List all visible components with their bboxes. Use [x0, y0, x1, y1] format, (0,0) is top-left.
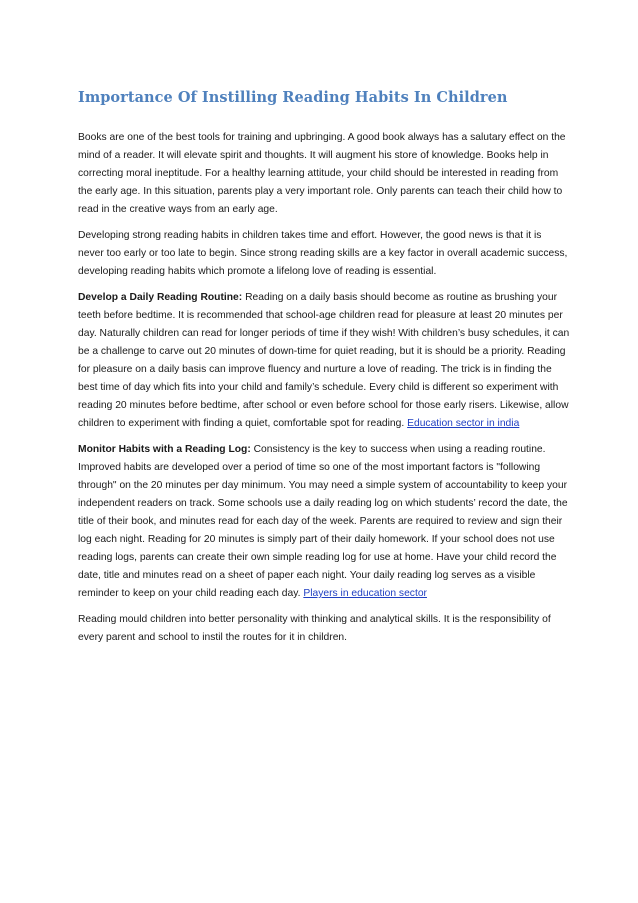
paragraph-conclusion: Reading mould children into better personality with thinking and analytical skills. It is the responsibility of every parent and school to instil the routes for it in children. — [78, 614, 551, 643]
document-title: Importance Of Instilling Reading Habits In Children — [78, 89, 508, 106]
paragraph-intro: Books are one of the best tools for training and upbringing. A good book always has a salutary effect on the mind of a reader. It will elevate spirit and thoughts. It will augment his store of knowledge. Books help in correcting moral ineptitude. For a healthy learning attitude, your child should be interested in reading from the early age. In this situation, parents play a very important role. Only parents can teach their child how to read in the creative ways from an early age. — [78, 132, 566, 215]
document-body — [78, 88, 570, 655]
education-sector-link[interactable]: Education sector in india — [407, 418, 520, 429]
players-education-link[interactable]: Players in education sector — [303, 588, 427, 599]
reading-log-heading: Monitor Habits with a Reading Log: — [78, 444, 251, 455]
paragraph-developing-habits: Developing strong reading habits in children takes time and effort. However, the good news is that it is never too early or too late to begin. Since strong reading skills are a key factor in overall academic success, developing reading habits which promote a lifelong love of reading is essential. — [78, 230, 568, 277]
daily-routine-heading: Develop a Daily Reading Routine: — [78, 292, 243, 303]
paragraph-daily-routine — [78, 289, 570, 433]
paragraph-reading-log — [78, 441, 570, 603]
daily-routine-text: Reading on a daily basis should become as routine as brushing your teeth before bedtime. It is recommended that school-age children read for pleasure at least 20 minutes per day. Naturally children can read for longer periods of time if they wish! With children’s busy schedules, it can be a challenge to carve out 20 minutes of down-time for quiet reading, but it is should be a priority. Reading for pleasure on a daily basis can improve fluency and nurture a love of reading. The trick is in finding the best time of day which fits into your child and family’s schedule. Every child is different so experiment with reading 20 minutes before bedtime, after school or even before school for those early risers. Likewise, allow children to experiment with finding a quiet, comfortable spot for reading. — [78, 292, 570, 429]
reading-log-text: Consistency is the key to success when using a reading routine. Improved habits are developed over a period of time so one of the most important factors is "following through" on the 20 minutes per day minimum. You may need a simple system of accountability to keep your independent readers on track. Some schools use a daily reading log on which students’ record the date, the title of their book, and minutes read for each day of the week. Parents are required to review and sign their log each night. Reading for 20 minutes is simply part of their daily homework. If your school does not use reading logs, parents can create their own simple reading log for use at home. Have your child record the date, title and minutes read on a sheet of paper each night. Your daily reading log serves as a visible reminder to keep on your child reading each day. — [78, 444, 568, 599]
